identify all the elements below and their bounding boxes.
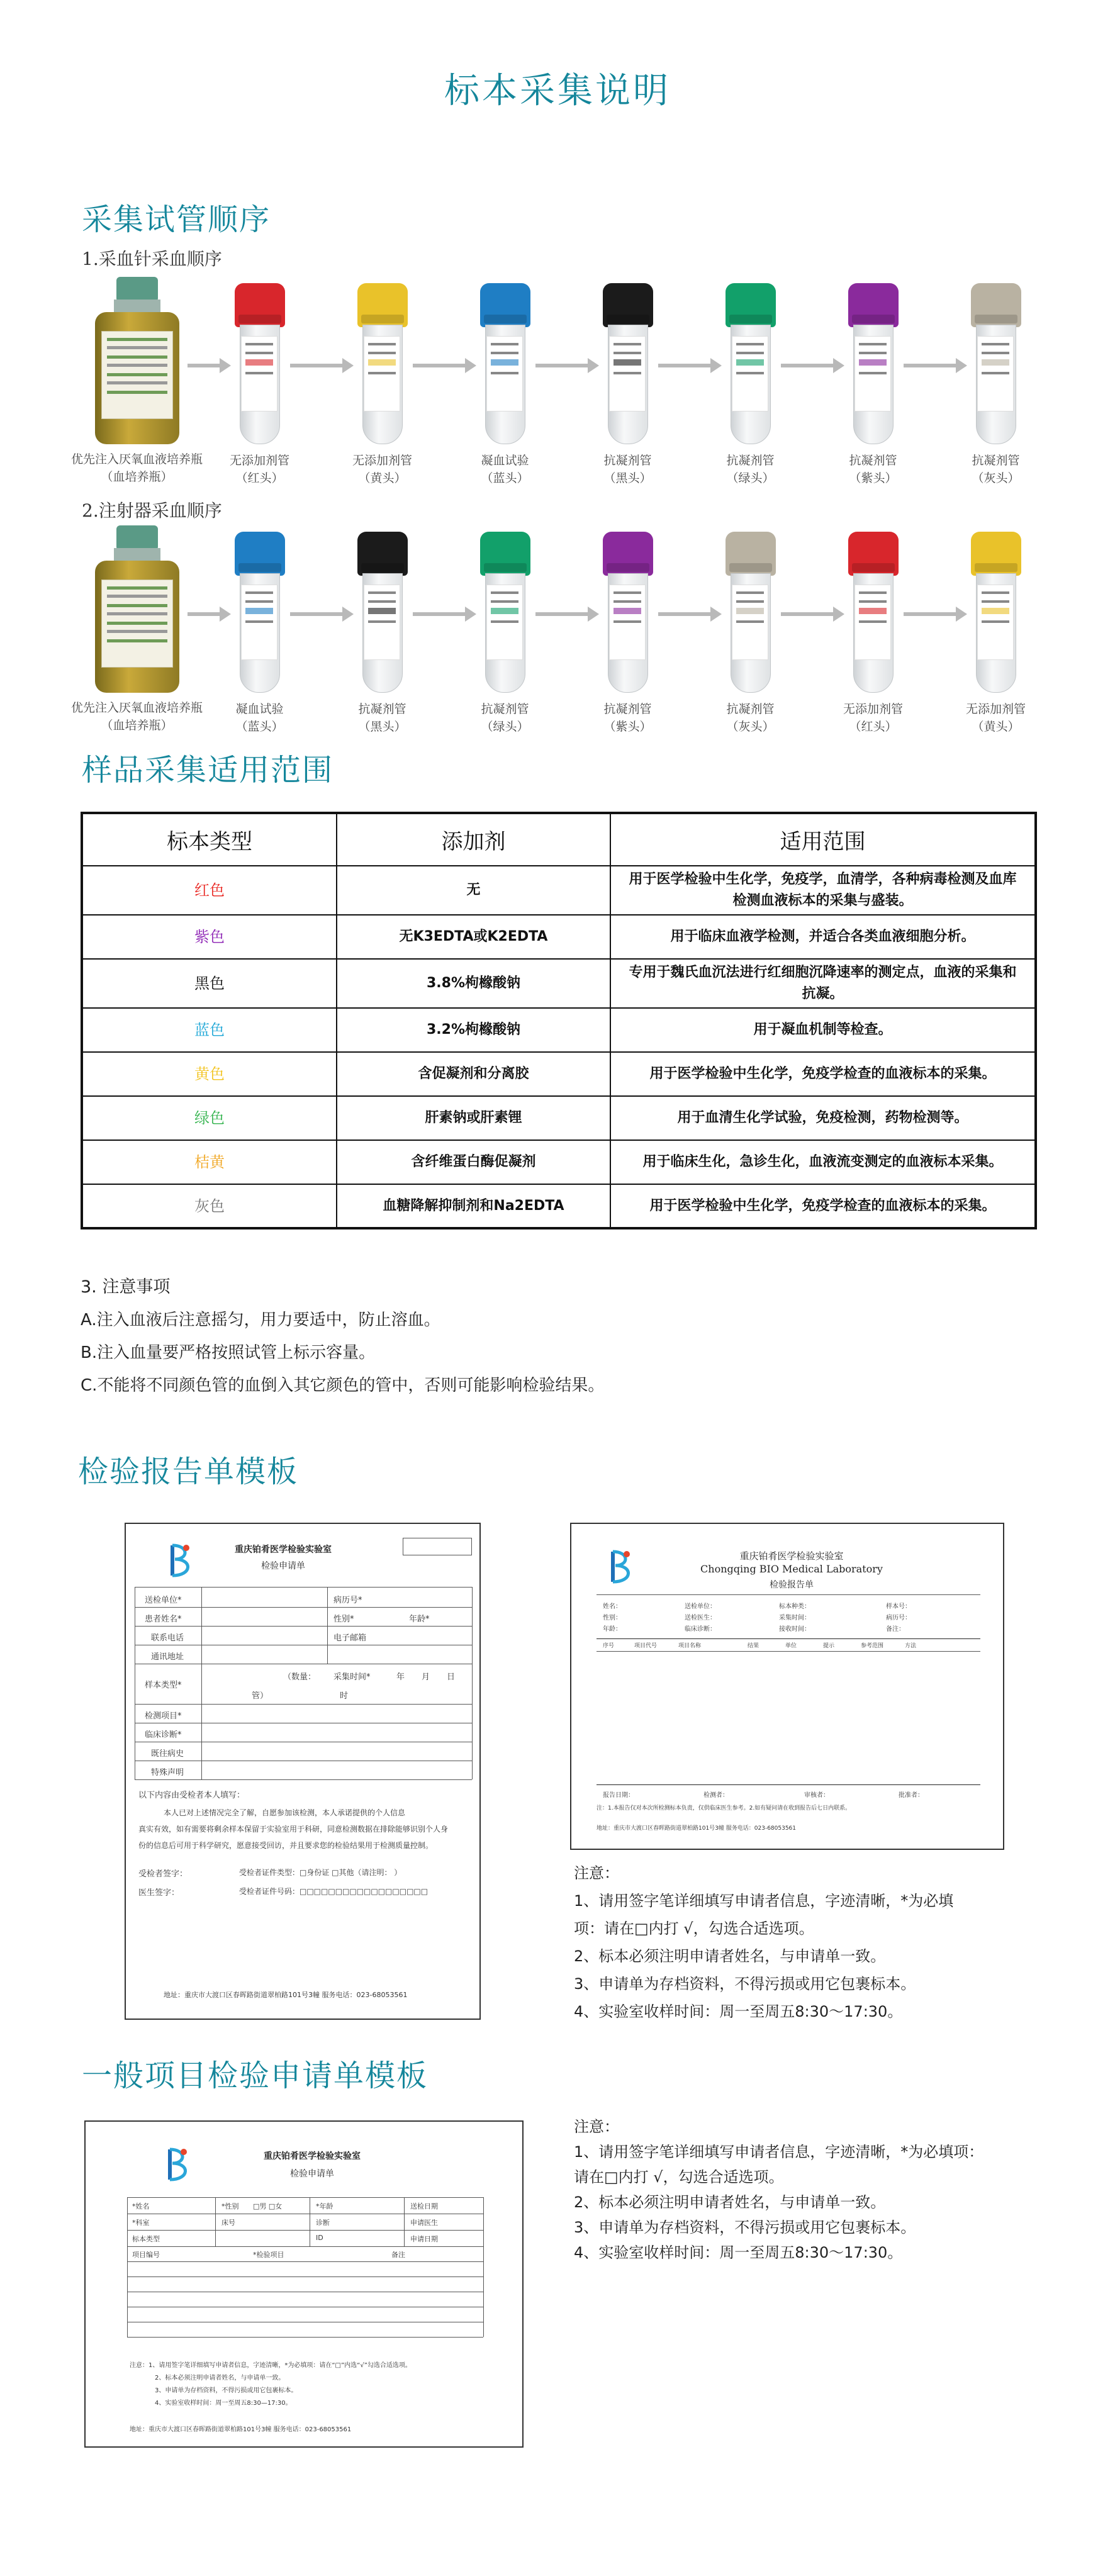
collection-tube	[235, 283, 285, 447]
report-column-header: 单位	[785, 1643, 797, 1649]
table-row	[82, 959, 1036, 1008]
tube-caption: 优先注入厌氧血液培养瓶	[70, 701, 203, 715]
general-field-label: 诊断	[316, 2219, 330, 2227]
report-column-header: 方法	[905, 1643, 917, 1649]
general-field-label: 申请医生	[410, 2219, 438, 2227]
tube-caption: （黄头）	[972, 720, 1020, 734]
note-item-b: B.注入血量要严格按照试管上标示容量。	[81, 1343, 376, 1362]
table-row	[82, 1052, 1036, 1096]
tube-caption: （紫头）	[849, 471, 897, 485]
syringe-order-item	[804, 525, 943, 736]
scope-table	[81, 812, 1037, 1229]
notes-block	[81, 1271, 1024, 1402]
syringe-order-item	[681, 525, 820, 736]
report-field-label: 备注：	[886, 1626, 905, 1633]
needle-order-item	[313, 277, 452, 487]
tube-caption: （黑头）	[358, 720, 406, 734]
needle-order-item	[436, 277, 574, 487]
general-request-form-template: 重庆铂肴医学检验实验室 检验申请单 *姓名 *性别 □男 □女 *年龄 送检日期 *科室 床号 诊断 申请医生 标本类型 ID 申请日期 项目编号 *检验项目 备注 注意：1、请用签字笔详细填写申请者信息，字迹清晰，*为必填项：请在“□”内选“√”勾选合适选项。 2、标本必须注明申请者姓名，与申请单一致。 3、申请单为存档资料，不得污损或用它包裹标本。 4、实验室收样时间：周一至周五8:30—17:30。 地址：重庆市大渡口区春晖路街道翠柏路101号3幢 服务电话：023-68053561	[84, 2120, 524, 2448]
general-column-header: 项目编号	[132, 2251, 160, 2259]
tube-caption: 抗凝剂管	[603, 454, 652, 468]
needle-order-item	[191, 277, 329, 487]
tube-caption: （灰头）	[972, 471, 1020, 485]
lab-logo-icon	[167, 1543, 196, 1578]
table-row	[82, 866, 1036, 915]
collection-tube	[480, 283, 530, 447]
table-row	[82, 1096, 1036, 1140]
report-field-label: 年龄：	[603, 1626, 622, 1633]
tube-caption: 抗凝剂管	[603, 702, 652, 716]
request-form-name: 检验申请单	[261, 1561, 305, 1571]
collection-tube	[357, 283, 408, 447]
request-lab-name: 重庆铂肴医学检验实验室	[235, 1545, 332, 1555]
section-general-template-title: 一般项目检验申请单模板	[82, 2058, 429, 2093]
table-row	[82, 1008, 1036, 1052]
cell-scope: 用于医学检验中生化学，免疫学检查的血液标本的采集。	[610, 1052, 1036, 1096]
table-row	[82, 1184, 1036, 1228]
tube-caption: （灰头）	[726, 720, 775, 734]
collection-tube	[971, 532, 1021, 695]
tube-caption: 抗凝剂管	[972, 454, 1020, 468]
tube-caption: （绿头）	[481, 720, 529, 734]
cell-type: 绿色	[82, 1096, 337, 1140]
note-item-a: A.注入血液后注意摇匀，用力要适中，防止溶血。	[81, 1311, 440, 1330]
tube-caption: （紫头）	[603, 720, 652, 734]
needle-order-item	[927, 277, 1065, 487]
report-form-name: 检验报告单	[770, 1580, 814, 1590]
tube-caption: （红头）	[235, 471, 284, 485]
collection-tube	[726, 283, 776, 447]
needle-order-subtitle: 1.采血针采血顺序	[82, 249, 222, 269]
general-form-name: 检验申请单	[290, 2169, 334, 2179]
tube-caption: （血培养瓶）	[101, 470, 173, 484]
general-lab-name: 重庆铂肴医学检验实验室	[264, 2151, 361, 2161]
report-notes: 注意： 1、请用签字笔详细填写申请者信息，字迹清晰，*为必填 项：请在□内打 √，勾选合适选项。 2、标本必须注明申请者姓名，与申请单一致。 3、申请单为存档资料，不得污损或用它包裹标本。 4、实验室收样时间：周一至周五8:30～17:30。	[574, 1864, 954, 2020]
report-column-header: 提示	[823, 1643, 835, 1649]
collection-tube	[848, 283, 899, 447]
barcode-box	[403, 1538, 472, 1555]
report-sign-label: 报告日期：	[603, 1792, 634, 1799]
cell-type: 紫色	[82, 915, 337, 959]
notes-title: 3. 注意事项	[81, 1277, 171, 1297]
cell-type: 黄色	[82, 1052, 337, 1096]
tube-caption: （黑头）	[603, 471, 652, 485]
tube-caption: 凝血试验	[481, 454, 529, 468]
needle-order-item	[559, 277, 697, 487]
report-field-label: 临床诊断：	[685, 1626, 716, 1633]
general-field-label: *姓名	[132, 2202, 150, 2210]
report-lab-name: 重庆铂肴医学检验实验室	[739, 1550, 844, 1562]
table-row	[82, 915, 1036, 959]
cell-scope: 用于临床血液学检测，并适合各类血液细胞分析。	[610, 915, 1036, 959]
report-sign-label: 批准者：	[899, 1792, 924, 1799]
collection-tube	[603, 532, 653, 695]
cell-type: 灰色	[82, 1184, 337, 1228]
report-field-label: 标本种类：	[779, 1603, 810, 1610]
tube-caption: （红头）	[849, 720, 897, 734]
syringe-order-item	[559, 525, 697, 736]
table-header-row	[82, 813, 1036, 866]
cell-type: 红色	[82, 866, 337, 915]
syringe-order-item	[68, 525, 206, 734]
syringe-order-item	[191, 525, 329, 736]
report-column-header: 结果	[748, 1643, 759, 1649]
report-field-label: 样本号：	[886, 1603, 911, 1610]
cell-additive: 无	[337, 866, 610, 915]
needle-order-item	[68, 277, 206, 486]
syringe-tube-row	[70, 525, 1057, 746]
tube-caption: 抗凝剂管	[726, 454, 775, 468]
general-column-header: 备注	[391, 2251, 405, 2259]
report-column-header: 参考范围	[861, 1643, 884, 1649]
note-item-c: C.不能将不同颜色管的血倒入其它颜色的管中，否则可能影响检验结果。	[81, 1376, 605, 1395]
report-column-header: 项目代号	[634, 1643, 658, 1649]
cell-scope: 专用于魏氏血沉法进行红细胞沉降速率的测定点，血液的采集和抗凝。	[610, 959, 1036, 1008]
general-field-label: 送检日期	[410, 2202, 438, 2210]
general-field-label: 床号	[221, 2219, 235, 2227]
general-field-label: 申请日期	[410, 2235, 438, 2243]
tube-caption: 无添加剂管	[843, 702, 903, 716]
header-additive: 添加剂	[337, 813, 610, 866]
syringe-order-item	[927, 525, 1065, 736]
report-lab-name-en: Chongqing BIO Medical Laboratory	[700, 1563, 883, 1575]
needle-tube-row	[70, 277, 1057, 497]
tube-caption: （蓝头）	[481, 471, 529, 485]
syringe-order-subtitle: 2.注射器采血顺序	[82, 500, 222, 521]
report-column-header: 序号	[603, 1643, 615, 1649]
tube-caption: 抗凝剂管	[849, 454, 897, 468]
needle-order-item	[681, 277, 820, 487]
tube-caption: 无添加剂管	[352, 454, 412, 468]
cell-additive: 含纤维蛋白酶促凝剂	[337, 1140, 610, 1184]
section-report-template-title: 检验报告单模板	[78, 1454, 299, 1489]
header-scope: 适用范围	[610, 813, 1036, 866]
tube-caption: （蓝头）	[235, 720, 284, 734]
tube-caption: 无添加剂管	[229, 454, 289, 468]
cell-scope: 用于医学检验中生化学，免疫学，血清学，各种病毒检测及血库检测血液标本的采集与盛装。	[610, 866, 1036, 915]
blood-culture-bottle	[90, 277, 184, 447]
report-field-label: 姓名：	[603, 1603, 622, 1610]
cell-type: 黑色	[82, 959, 337, 1008]
general-field-label: *科室	[132, 2219, 150, 2227]
report-sign-label: 检测者：	[703, 1792, 729, 1799]
collection-tube	[480, 532, 530, 695]
page-title: 标本采集说明	[444, 70, 671, 111]
report-field-label: 性别：	[603, 1615, 622, 1621]
collection-tube	[848, 532, 899, 695]
tube-caption: 优先注入厌氧血液培养瓶	[70, 452, 203, 466]
collection-tube	[235, 532, 285, 695]
general-field-label: *性别	[221, 2202, 239, 2210]
lab-logo-icon	[608, 1549, 637, 1584]
syringe-order-item	[436, 525, 574, 736]
cell-additive: 3.8%枸橼酸钠	[337, 959, 610, 1008]
report-field-label: 病历号：	[886, 1615, 911, 1621]
report-field-label: 送检单位：	[685, 1603, 716, 1610]
general-notes: 注意： 1、请用签字笔详细填写申请者信息，字迹清晰，*为必填项： 请在□内打 √，勾选合适选项。 2、标本必须注明申请者姓名，与申请单一致。 3、申请单为存档资料，不得污损或用它包裹标本。 4、实验室收样时间：周一至周五8:30～17:30。	[574, 2118, 984, 2261]
cell-scope: 用于临床生化，急诊生化，血液流变测定的血液标本采集。	[610, 1140, 1036, 1184]
gender-checkbox-label: □男 □女	[253, 2202, 283, 2210]
collection-tube	[971, 283, 1021, 447]
syringe-order-item	[313, 525, 452, 736]
general-field-label: ID	[316, 2234, 323, 2242]
cell-scope: 用于医学检验中生化学，免疫学检查的血液标本的采集。	[610, 1184, 1036, 1228]
cell-additive: 含促凝剂和分离胶	[337, 1052, 610, 1096]
general-field-label: 标本类型	[132, 2235, 160, 2243]
report-form-template: 重庆铂肴医学检验实验室 Chongqing BIO Medical Laboratory 检验报告单 姓名： 送检单位： 标本种类： 样本号： 性别： 送检医生： 采集时间： 病历号： 年龄： 临床诊断： 接收时间： 备注： 序号 项目代号 项目名称 结果 单位 提示 参考范围 方法 报告日期： 检测者： 审核者： 批准者： 注：1.本报告仅对本次所检测标本负责，仅供临床医生参考。2.如有疑问请在收到报告后七日内联系。 地址：重庆市大渡口区春晖路街道翠柏路101号3幢 服务电话：023-68053561	[570, 1523, 1004, 1850]
collection-tube	[726, 532, 776, 695]
tube-caption: （血培养瓶）	[101, 719, 173, 732]
cell-additive: 肝素钠或肝素锂	[337, 1096, 610, 1140]
collection-tube	[357, 532, 408, 695]
section-scope-title: 样品采集适用范围	[82, 753, 334, 788]
report-field-label: 接收时间：	[779, 1626, 810, 1633]
collection-tube	[603, 283, 653, 447]
tube-caption: （绿头）	[726, 471, 775, 485]
needle-order-item	[804, 277, 943, 487]
lab-logo-icon	[165, 2147, 194, 2182]
cell-type: 蓝色	[82, 1008, 337, 1052]
cell-additive: 无K3EDTA或K2EDTA	[337, 915, 610, 959]
table-row	[82, 1140, 1036, 1184]
cell-additive: 3.2%枸橼酸钠	[337, 1008, 610, 1052]
cell-additive: 血糖降解抑制剂和Na2EDTA	[337, 1184, 610, 1228]
cell-scope: 用于凝血机制等检查。	[610, 1008, 1036, 1052]
header-type: 标本类型	[82, 813, 337, 866]
tube-caption: 抗凝剂管	[726, 702, 775, 716]
cell-type: 桔黄	[82, 1140, 337, 1184]
request-form-template: 重庆铂肴医学检验实验室 检验申请单 送检单位* 病历号* 患者姓名* 性别* 年龄* 联系电话 电子邮箱 通讯地址 样本类型* （数量： 采集时间* 年 月 日 管） 时 检测项目* 临床诊断* 既往病史 特殊声明 以下内容由受检者本人填写： 本人已对上述情况完全了解，自愿参加该检测，本人承诺提供的个人信息 真实有效，如有需要将剩余样本保留于实验室用于科研，同意检测数据在排除能够识别个人身 份的信息后可用于科学研究，愿意接受回访，并且要求您的检验结果用于检测质量控制。 受检者签字： 受检者证件类型：□身份证 □其他（请注明： ） 医生签字： 受检者证件号码：□□□□□□□□□□□□□□□□□□ 地址：重庆市大渡口区春晖路街道翠柏路101号3幢 服务电话：023-68053561	[125, 1523, 481, 2020]
section-tube-order-title: 采集试管顺序	[82, 202, 271, 237]
blood-culture-bottle	[90, 525, 184, 695]
tube-caption: 凝血试验	[235, 702, 284, 716]
tube-caption: （黄头）	[358, 471, 406, 485]
general-column-header: *检验项目	[253, 2251, 284, 2259]
report-field-label: 送检医生：	[685, 1615, 716, 1621]
report-field-label: 采集时间：	[779, 1615, 810, 1621]
cell-scope: 用于血清生化学试验，免疫检测，药物检测等。	[610, 1096, 1036, 1140]
tube-caption: 抗凝剂管	[358, 702, 406, 716]
tube-caption: 抗凝剂管	[481, 702, 529, 716]
tube-caption: 无添加剂管	[965, 702, 1026, 716]
report-sign-label: 审核者：	[804, 1792, 829, 1799]
report-column-header: 项目名称	[678, 1643, 702, 1649]
general-field-label: *年龄	[316, 2202, 333, 2210]
